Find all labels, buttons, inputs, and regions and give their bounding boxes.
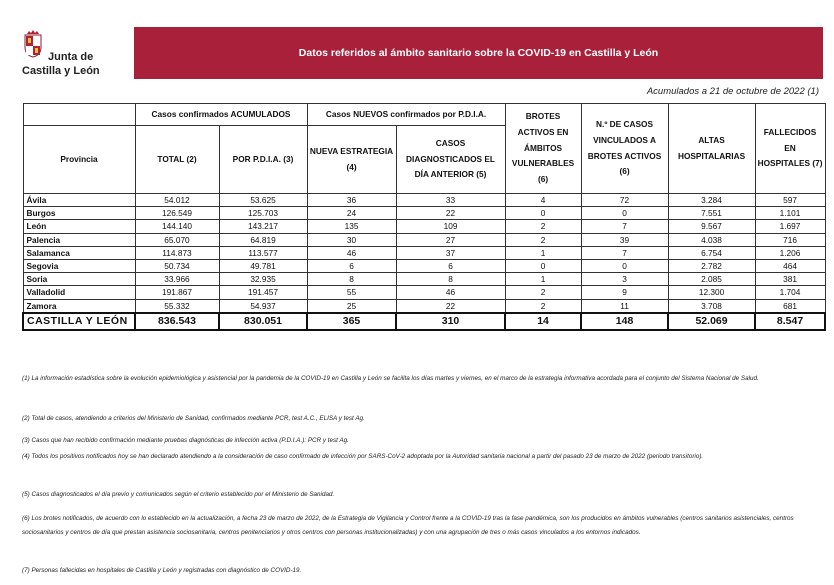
- cell-provincia: Valladolid: [23, 286, 135, 299]
- cell-diag: 22: [396, 207, 505, 220]
- cell-altas: 4.038: [668, 233, 755, 246]
- cell-nueva: 46: [307, 246, 396, 259]
- cell-brotes: 2: [505, 220, 581, 233]
- cell-altas: 3.708: [668, 299, 755, 313]
- cell-vinculados: 3: [581, 273, 668, 286]
- cell-total: 144.140: [135, 220, 219, 233]
- cell-total: 33.966: [135, 273, 219, 286]
- cell-brotes: 4: [505, 194, 581, 207]
- header-acumulados: Casos confirmados ACUMULADOS: [135, 104, 307, 126]
- cell-diag: 109: [396, 220, 505, 233]
- cell-pdia: 54.937: [219, 299, 307, 313]
- table-row: [23, 207, 825, 220]
- footnote-6: (6) Los brotes notificados, de acuerdo con lo establecido en la actualización, a fecha 23 de marzo de 2022, de la Estrategia de Vigilancia y Control frente a la COVID-19 tras la fase pandémica, son los producidos en ámbitos vulnerables (centros sanitarios asistenciales, centros sociosanitarios y centros de día que prestan asistencia sociosanitaria, centros penitenciarios y otros centros con personas institucionalizadas) y con una agrupación de tres o más casos vinculados a los entornos indicados.: [22, 515, 794, 536]
- cell-pdia: 53.625: [219, 194, 307, 207]
- header-altas: ALTAS HOSPITALARIAS: [668, 104, 755, 194]
- cell-pdia: 64.819: [219, 233, 307, 246]
- cell-fallecidos: 681: [755, 299, 825, 313]
- cell-nueva: 36: [307, 194, 396, 207]
- cell-diag: 6: [396, 259, 505, 272]
- table-row: [23, 246, 825, 259]
- cell-total: 65.070: [135, 233, 219, 246]
- cell-vinculados: 11: [581, 299, 668, 313]
- header-empty: [23, 104, 135, 126]
- cell-fallecidos: 1.697: [755, 220, 825, 233]
- cell-total: 126.549: [135, 207, 219, 220]
- cell-provincia: Zamora: [23, 299, 135, 313]
- cell-provincia: Burgos: [23, 207, 135, 220]
- cell-provincia: Salamanca: [23, 246, 135, 259]
- cell-nueva: 6: [307, 259, 396, 272]
- cell-nueva: 24: [307, 207, 396, 220]
- header-provincia: Provincia: [23, 126, 135, 194]
- cell-brotes: 2: [505, 286, 581, 299]
- header-pdia: POR P.D.I.A. (3): [219, 126, 307, 194]
- cell-brotes: 1: [505, 273, 581, 286]
- cell-vinculados: 9: [581, 286, 668, 299]
- header-banner: [134, 27, 823, 79]
- total-cell-nueva: 365: [307, 313, 396, 330]
- cell-total: 55.332: [135, 299, 219, 313]
- table-row: [23, 220, 825, 233]
- cell-vinculados: 39: [581, 233, 668, 246]
- cell-altas: 2.085: [668, 273, 755, 286]
- table-body: [23, 194, 825, 330]
- total-cell-provincia: CASTILLA Y LEÓN: [23, 313, 135, 330]
- cell-brotes: 2: [505, 233, 581, 246]
- cell-altas: 12.300: [668, 286, 755, 299]
- cell-vinculados: 72: [581, 194, 668, 207]
- cell-vinculados: 0: [581, 259, 668, 272]
- total-cell-diag: 310: [396, 313, 505, 330]
- cell-pdia: 143.217: [219, 220, 307, 233]
- cell-pdia: 125.703: [219, 207, 307, 220]
- footnote-1: (1) La información estadística sobre la evolución epidemiológica y asistencial por la pandemia de la COVID-19 en Castilla y León se facilita los días martes y viernes, en el marco de la estrategia informativa acordada para el conjunto del Sistema Nacional de Salud.: [22, 375, 759, 382]
- cell-fallecidos: 381: [755, 273, 825, 286]
- cell-altas: 2.782: [668, 259, 755, 272]
- logo: [20, 30, 135, 80]
- cell-fallecidos: 1.206: [755, 246, 825, 259]
- cell-diag: 33: [396, 194, 505, 207]
- cell-fallecidos: 716: [755, 233, 825, 246]
- coat-of-arms-icon: [22, 30, 44, 58]
- cell-diag: 46: [396, 286, 505, 299]
- table-total-row: [23, 313, 825, 330]
- footnote-4: (4) Todos los positivos notificados hoy se han declarado atendiendo a la consideración de caso confirmado de infección por SARS-CoV-2 adoptada por la Autoridad sanitaria nacional a partir del pasado 23 de marzo de 2022 (periodo transitorio).: [22, 453, 704, 460]
- cell-provincia: Palencia: [23, 233, 135, 246]
- total-cell-altas: 52.069: [668, 313, 755, 330]
- cell-pdia: 32.935: [219, 273, 307, 286]
- footnote-7: (7) Personas fallecidas en hospitales de Castilla y León y registradas con diagnóstico de COVID-19.: [22, 567, 302, 574]
- header-nueva: NUEVA ESTRATEGIA (4): [307, 126, 396, 194]
- total-cell-total: 836.543: [135, 313, 219, 330]
- cell-provincia: León: [23, 220, 135, 233]
- total-cell-fallecidos: 8.547: [755, 313, 825, 330]
- cell-nueva: 25: [307, 299, 396, 313]
- table-row: [23, 273, 825, 286]
- banner-title: Datos referidos al ámbito sanitario sobre la COVID-19 en Castilla y León: [298, 47, 659, 59]
- cell-brotes: 2: [505, 299, 581, 313]
- cell-altas: 9.567: [668, 220, 755, 233]
- footnote-3: (3) Casos que han recibido confirmación mediante pruebas diagnósticas de infección activa (P.D.I.A.): PCR y test Ag.: [22, 437, 349, 444]
- table-row: [23, 259, 825, 272]
- cell-total: 50.734: [135, 259, 219, 272]
- cell-fallecidos: 1.101: [755, 207, 825, 220]
- logo-text-line2: Castilla y León: [22, 65, 100, 77]
- cell-diag: 37: [396, 246, 505, 259]
- header-total: TOTAL (2): [135, 126, 219, 194]
- cell-fallecidos: 1.704: [755, 286, 825, 299]
- cell-pdia: 49.781: [219, 259, 307, 272]
- cell-nueva: 135: [307, 220, 396, 233]
- header-brotes: BROTES ACTIVOS EN ÁMBITOS VULNERABLES (6): [505, 104, 581, 194]
- logo-text-line1: Junta de: [48, 51, 94, 63]
- cell-pdia: 113.577: [219, 246, 307, 259]
- cell-altas: 7.551: [668, 207, 755, 220]
- table-row: [23, 286, 825, 299]
- table-row: [23, 194, 825, 207]
- cell-vinculados: 0: [581, 207, 668, 220]
- cell-fallecidos: 597: [755, 194, 825, 207]
- cell-fallecidos: 464: [755, 259, 825, 272]
- table-group-header-row: [23, 104, 825, 126]
- total-cell-vinculados: 148: [581, 313, 668, 330]
- cell-brotes: 0: [505, 207, 581, 220]
- footnote-2: (2) Total de casos, atendiendo a criterios del Ministerio de Sanidad, confirmados mediante PCR, test A.C., ELISA y test Ag.: [22, 415, 365, 422]
- footnote-5: (5) Casos diagnosticados el día previo y comunicados según el criterio establecido por el Ministerio de Sanidad.: [22, 491, 335, 498]
- cell-brotes: 0: [505, 259, 581, 272]
- cell-total: 191.867: [135, 286, 219, 299]
- cell-nueva: 30: [307, 233, 396, 246]
- cell-altas: 6.754: [668, 246, 755, 259]
- cell-diag: 27: [396, 233, 505, 246]
- cell-nueva: 55: [307, 286, 396, 299]
- cell-total: 114.873: [135, 246, 219, 259]
- cell-provincia: Soria: [23, 273, 135, 286]
- cell-total: 54.012: [135, 194, 219, 207]
- cell-diag: 8: [396, 273, 505, 286]
- cell-provincia: Ávila: [23, 194, 135, 207]
- table-row: [23, 233, 825, 246]
- header-diag: CASOS DIAGNOSTICADOS EL DÍA ANTERIOR (5): [396, 126, 505, 194]
- total-cell-pdia: 830.051: [219, 313, 307, 330]
- cell-pdia: 191.457: [219, 286, 307, 299]
- cell-provincia: Segovia: [23, 259, 135, 272]
- header-vinculados: N.º DE CASOS VINCULADOS A BROTES ACTIVOS (6): [581, 104, 668, 194]
- header-fallecidos: FALLECIDOS EN HOSPITALES (7): [755, 104, 825, 194]
- total-cell-brotes: 14: [505, 313, 581, 330]
- header-nuevos: Casos NUEVOS confirmados por P.D.I.A.: [307, 104, 505, 126]
- report-date: Acumulados a 21 de octubre de 2022 (1): [646, 86, 819, 97]
- cell-brotes: 1: [505, 246, 581, 259]
- cell-nueva: 8: [307, 273, 396, 286]
- cell-diag: 22: [396, 299, 505, 313]
- cell-vinculados: 7: [581, 246, 668, 259]
- cell-vinculados: 7: [581, 220, 668, 233]
- cell-altas: 3.284: [668, 194, 755, 207]
- covid-data-table: [22, 103, 826, 331]
- table-row: [23, 299, 825, 313]
